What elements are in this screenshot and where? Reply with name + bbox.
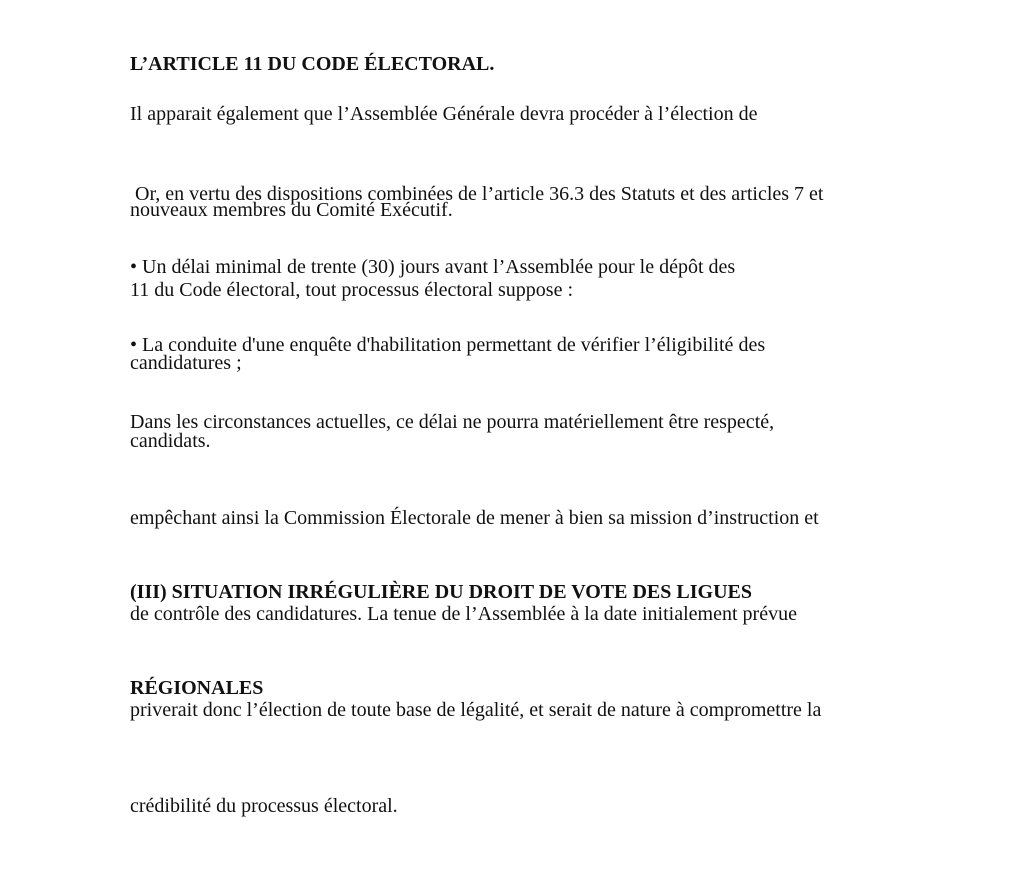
paragraph-line: Or, en vertu des dispositions combinées de l’article 36.3 des Statuts et des articles 7 et <box>130 183 824 205</box>
heading-line: RÉGIONALES <box>130 677 264 699</box>
paragraph-line: nouveaux membres du Comité Exécutif. <box>130 199 453 221</box>
paragraph-line: 11 du Code électoral, tout processus électoral suppose : <box>130 279 574 301</box>
bullet-line: candidatures ; <box>130 352 242 374</box>
bullet-line: • La conduite d'une enquête d'habilitation permettant de vérifier l’éligibilité des <box>130 334 766 356</box>
bullet-line: • Un délai minimal de trente (30) jours avant l’Assemblée pour le dépôt des <box>130 256 736 278</box>
heading-line: (III) SITUATION IRRÉGULIÈRE DU DROIT DE VOTE DES LIGUES <box>130 581 752 603</box>
paragraph-line: crédibilité du processus électoral. <box>130 795 398 817</box>
paragraph-line: priverait donc l’élection de toute base de légalité, et serait de nature à compromettre la <box>130 699 822 721</box>
heading-line: L’ARTICLE 11 DU CODE ÉLECTORAL. <box>130 53 495 75</box>
bullet-line: candidats. <box>130 430 211 452</box>
section-heading-regional-leagues <box>130 512 960 768</box>
paragraph-line: empêchant ainsi la Commission Électorale de mener à bien sa mission d’instruction et <box>130 507 819 529</box>
paragraph-line: Dans les circonstances actuelles, ce délai ne pourra matériellement être respecté, <box>130 411 775 433</box>
paragraph-line: de contrôle des candidatures. La tenue de l’Assemblée à la date initialement prévue <box>130 603 797 625</box>
paragraph-line: Il apparait également que l’Assemblée Générale devra procéder à l’élection de <box>130 103 758 125</box>
